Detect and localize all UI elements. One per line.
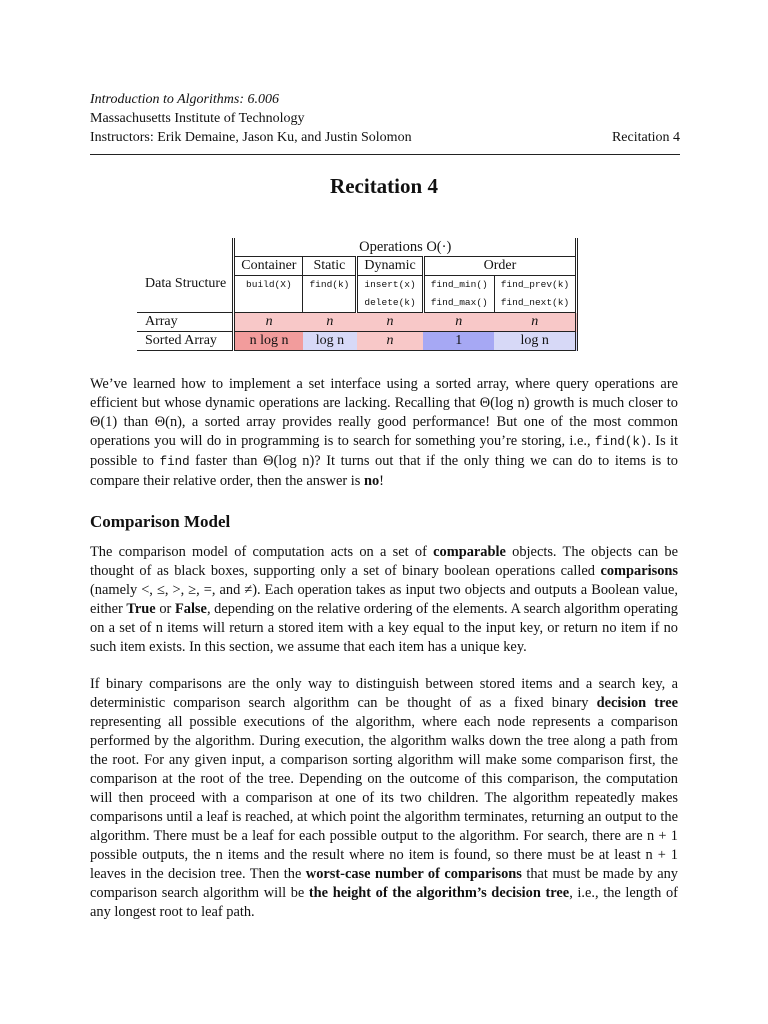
para2-text-4: or — [155, 601, 175, 617]
table-row — [137, 313, 577, 332]
op-find-spacer — [303, 294, 357, 313]
paragraph-comparison-model — [90, 543, 678, 657]
institute-name: Massachusetts Institute of Technology — [90, 111, 305, 126]
op-find: find(k) — [303, 276, 357, 295]
op-find-next: find_next(k) — [494, 294, 576, 313]
cell-sorted-minmax: 1 — [423, 332, 494, 351]
paragraph-intro — [90, 375, 678, 491]
table-corner — [137, 238, 234, 257]
cell-sorted-find: log n — [303, 332, 357, 351]
cell-array-minmax: n — [423, 313, 494, 332]
para2-text-5: , depending on the relative ordering of the elements. A search algorithm operating on a set of n items will return a stored item with a key equal to the input key, or return no item if no such item exists. In this section, we assume that each item has a unique key. — [90, 601, 679, 655]
op-find-prev: find_prev(k) — [494, 276, 576, 295]
code-find: find — [159, 455, 190, 469]
bold-no: no — [363, 473, 380, 489]
group-dynamic: Dynamic — [357, 257, 423, 276]
bold-decision-tree: decision tree — [596, 695, 678, 711]
code-find-k: find(k) — [594, 435, 648, 449]
op-find-min: find_min() — [423, 276, 494, 295]
para3-text-4: , i.e., the length of any longest root to leaf path. — [90, 885, 678, 920]
bold-worst-case: worst-case number of comparisons — [305, 866, 522, 882]
operations-label: Operations O(·) — [234, 238, 577, 257]
para2-text-2: objects. The objects can be thought of as black boxes, supporting only a set of binary boolean operations called — [90, 544, 678, 579]
para3-text-3: that must be made by any comparison search algorithm will be — [90, 866, 678, 901]
para1-text-4: ! — [379, 473, 384, 489]
section-heading: Comparison Model — [90, 512, 231, 531]
op-insert: insert(x) — [357, 276, 423, 295]
page-header — [90, 90, 680, 147]
op-build: build(X) — [234, 276, 303, 295]
op-delete: delete(k) — [357, 294, 423, 313]
group-static: Static — [303, 257, 357, 276]
row-name-array: Array — [137, 313, 234, 332]
operations-table — [137, 238, 578, 351]
header-rule — [90, 154, 680, 155]
cell-sorted-dynamic: n — [357, 332, 423, 351]
table-row — [137, 332, 577, 351]
para1-text-3: faster than Θ(log n)? It turns out that if the only thing we can do to items is to compare their relative order, then the answer is — [90, 453, 678, 489]
group-container: Container — [234, 257, 303, 276]
para3-text-2: representing all possible executions of the algorithm, where each node represents a comparison performed by the algorithm. During execution, the algorithm walks down the tree along a path from the root. For any given input, a comparison sorting algorithm will make some comparison first, the comparison at the root of the tree. Depending on the outcome of this comparison, the computation will then proceed with a comparison at one of its two children. The algorithm repeatedly makes comparisons until a leaf is reached, at which point the algorithm terminates, returning an output to the algorithm. There must be a leaf for each possible output to the algorithm. For search, there are n + 1 possible outputs, the n items and the result where no item is found, so there must be at least n + 1 leaves in the decision tree. Then the — [90, 714, 678, 882]
cell-array-build: n — [234, 313, 303, 332]
row-name-sorted-array: Sorted Array — [137, 332, 234, 351]
para2-text-3: (namely <, ≤, >, ≥, =, and ≠). Each operation takes as input two objects and outputs a Boolean value, either — [90, 582, 678, 617]
para2-text-1: The comparison model of computation acts on a set of — [90, 544, 434, 560]
cell-array-prevnext: n — [494, 313, 576, 332]
cell-array-find: n — [303, 313, 357, 332]
course-name: Introduction to Algorithms: 6.006 — [90, 92, 279, 107]
bold-comparisons: comparisons — [600, 563, 678, 579]
page-title: Recitation 4 — [330, 174, 438, 198]
instructors: Instructors: Erik Demaine, Jason Ku, and Justin Solomon — [90, 130, 412, 145]
cell-sorted-prevnext: log n — [494, 332, 576, 351]
op-find-max: find_max() — [423, 294, 494, 313]
bold-tree-height: the height of the algorithm’s decision tree — [308, 885, 570, 901]
bold-true: True — [126, 601, 156, 617]
bold-false: False — [174, 601, 207, 617]
recitation-label: Recitation 4 — [611, 130, 680, 145]
cell-array-dynamic: n — [357, 313, 423, 332]
header-row — [90, 128, 680, 147]
paragraph-decision-tree — [90, 675, 678, 922]
cell-sorted-build: n log n — [234, 332, 303, 351]
para1-text-1: We’ve learned how to implement a set interface using a sorted array, where query operations are efficient but whose dynamic operations are lacking. Recalling that Θ(log n) growth is much closer to Θ(1) than Θ(n), a sorted array provides really good performance! But one of the most common operations you will do in programming is to search for something you’re storing, i.e., — [90, 376, 678, 449]
row-header-data-structure: Data Structure — [137, 257, 234, 313]
bold-comparable: comparable — [433, 544, 506, 560]
op-build-spacer — [234, 294, 303, 313]
para3-text-1: If binary comparisons are the only way to distinguish between stored items and a search key, a deterministic comparison search algorithm can be thought of as a fixed binary — [90, 676, 678, 711]
para1-text-2: . Is it possible to — [90, 433, 678, 469]
group-order: Order — [423, 257, 576, 276]
